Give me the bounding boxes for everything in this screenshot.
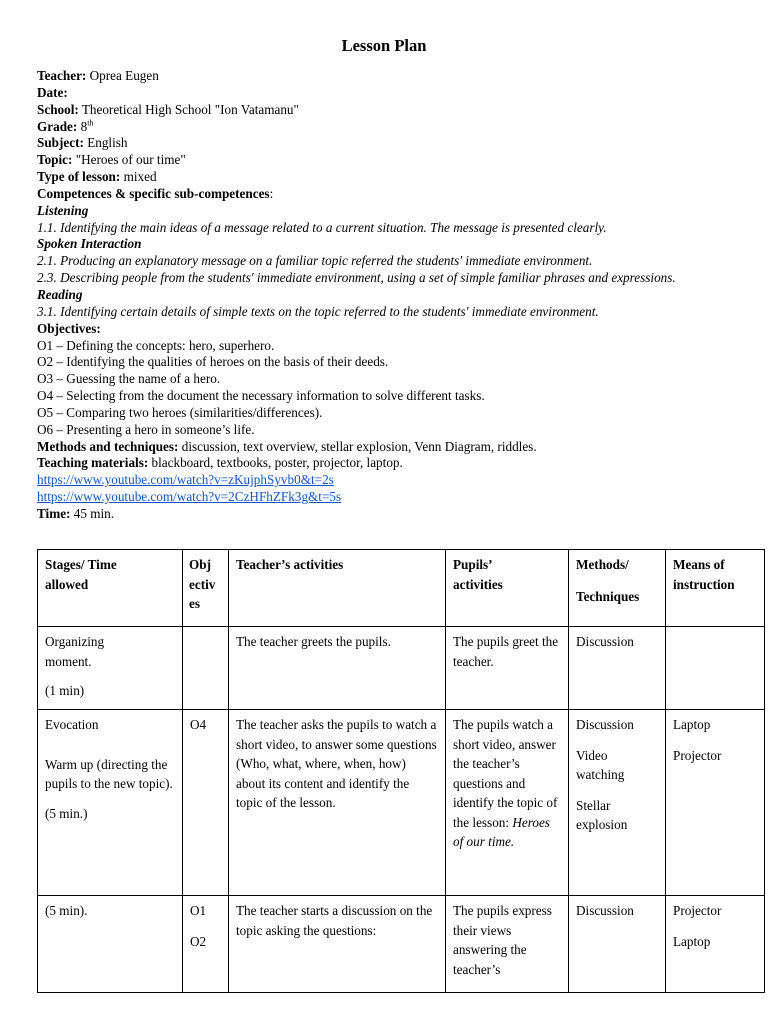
lesson-type-line (37, 169, 737, 186)
lesson-header (37, 68, 737, 523)
stage-title: Evocation (45, 717, 99, 732)
header-means-of-instruction (666, 550, 765, 627)
stage-cell (38, 710, 183, 896)
spoken-interaction-heading: Spoken Interaction (37, 236, 142, 252)
pupils-activity-text: The pupils watch a short video, answer the teacher’s questions and identify the topic of the lesson: (453, 717, 558, 830)
video-link-1[interactable]: https://www.youtube.com/watch?v=zKujphSyvb0&t=2s (37, 472, 334, 488)
objective-item: O4 – Selecting from the document the necessary information to solve different tasks. (37, 388, 485, 404)
listening-heading: Listening (37, 202, 89, 218)
teacher-label: Teacher: (37, 68, 87, 83)
objective-item: O6 – Presenting a hero in someone’s life. (37, 421, 255, 437)
teacher-line (37, 68, 737, 85)
date-label: Date: (37, 84, 68, 100)
means-item: Laptop (673, 717, 711, 732)
subject-value: English (87, 135, 128, 151)
means-cell (666, 710, 765, 896)
header-teacher-activities: Teacher’s activities (229, 550, 446, 627)
materials-label: Teaching materials: (37, 455, 149, 471)
teacher-activity-cell: The teacher asks the pupils to watch a short video, to answer some questions (Who, what, where, when, how) about its content and identify the topic of the lesson. (229, 710, 446, 896)
header-pupils-activities (446, 550, 569, 627)
topic-value: "Heroes of our time" (75, 152, 186, 168)
header-means-line-1: Means of (673, 557, 725, 572)
school-label: School: (37, 101, 79, 117)
video-link-2-line (37, 489, 737, 506)
subject-line (37, 135, 737, 152)
means-cell (666, 627, 765, 710)
table-header-row (38, 550, 765, 627)
stage-title: Organizing (45, 634, 105, 649)
lesson-type-value: mixed (123, 169, 157, 185)
pupils-activity-cell: The pupils greet the teacher. (446, 627, 569, 710)
means-item: Projector (673, 903, 722, 918)
teacher-activity-cell: The teacher greets the pupils. (229, 627, 446, 710)
pupils-activity-topic: Heroes of our time. (453, 814, 550, 849)
materials-value: blackboard, textbooks, poster, projector, laptop. (151, 455, 403, 471)
time-line (37, 506, 737, 523)
header-methods-line-2: Techniques (576, 588, 640, 604)
table-row (38, 896, 765, 993)
methods-value: discussion, text overview, stellar explosion, Venn Diagram, riddles. (181, 438, 537, 454)
school-line (37, 102, 737, 119)
objectives-cell (183, 627, 229, 710)
header-stages-time-line-1: Stages/ Time (45, 557, 117, 572)
stage-subtitle: moment. (45, 653, 92, 669)
means-cell (666, 896, 765, 993)
means-item: Projector (673, 747, 722, 763)
school-value: Theoretical High School "Ion Vatamanu" (81, 101, 299, 117)
header-pupils-line-1: Pupils’ (453, 557, 493, 572)
topic-line (37, 152, 737, 169)
methods-cell: Discussion (569, 627, 666, 710)
objective-item: O3 – Guessing the name of a hero. (37, 371, 221, 387)
stage-time: (1 min) (45, 683, 85, 698)
stage-subtitle: Warm up (directing the pupils to the new topic). (45, 756, 173, 791)
reading-heading: Reading (37, 286, 83, 302)
header-objectives-line-3: es (189, 596, 200, 611)
objectives-cell (183, 896, 229, 993)
listening-competence: 1.1. Identifying the main ideas of a message related to a current situation. The message is presented clearly. (37, 219, 607, 235)
teacher-value: Oprea Eugen (89, 68, 159, 83)
stage-time: (5 min.) (45, 805, 88, 821)
methods-cell (569, 710, 666, 896)
pupils-activity-cell: The pupils express their views answering the teacher’s (446, 896, 569, 993)
objective-code: O1 (190, 903, 207, 918)
header-methods-techniques (569, 550, 666, 627)
header-objectives-line-2: ectiv (189, 576, 216, 592)
date-line (37, 85, 737, 102)
grade-line (37, 119, 737, 136)
competences-line (37, 186, 737, 203)
objective-item: O2 – Identifying the qualities of heroes on the basis of their deeds. (37, 354, 389, 370)
header-means-line-2: instruction (673, 576, 735, 592)
method-item: Discussion (576, 717, 634, 732)
grade-suffix: th (87, 118, 94, 128)
table-row (38, 710, 765, 896)
objectives-cell: O4 (183, 710, 229, 896)
methods-line (37, 439, 737, 456)
spoken-competence-2: 2.3. Describing people from the students' immediate environment, using a set of simple familiar phrases and expressions. (37, 270, 676, 286)
competences-colon: : (269, 185, 274, 201)
teacher-activity-cell: The teacher starts a discussion on the topic asking the questions: (229, 896, 446, 993)
time-value: 45 min. (73, 505, 115, 521)
stage-cell (38, 627, 183, 710)
lesson-type-label: Type of lesson: (37, 169, 121, 185)
time-label: Time: (37, 505, 71, 521)
objective-item: O1 – Defining the concepts: hero, superhero. (37, 337, 275, 353)
method-item: Stellar explosion (576, 797, 628, 832)
header-methods-line-1: Methods/ (576, 557, 629, 572)
header-pupils-line-2: activities (453, 576, 503, 592)
objective-code: O2 (190, 933, 207, 949)
topic-label: Topic: (37, 152, 73, 168)
methods-cell: Discussion (569, 896, 666, 993)
reading-competence: 3.1. Identifying certain details of simple texts on the topic referred to the students' immediate environment. (37, 303, 599, 319)
pupils-activity-cell (446, 710, 569, 896)
methods-label: Methods and techniques: (37, 438, 179, 454)
competences-label: Competences & specific sub-competences (37, 185, 270, 201)
video-link-1-line (37, 472, 737, 489)
means-item: Laptop (673, 933, 711, 949)
lesson-stages-table (37, 549, 765, 993)
grade-value: 8 (80, 118, 88, 134)
header-objectives (183, 550, 229, 627)
objective-item: O5 – Comparing two heroes (similarities/differences). (37, 404, 323, 420)
header-stages-time-line-2: allowed (45, 576, 89, 592)
table-row (38, 627, 765, 710)
objectives-heading: Objectives: (37, 320, 101, 336)
page-title: Lesson Plan (341, 36, 427, 55)
grade-label: Grade: (37, 118, 78, 134)
method-item: Video watching (576, 747, 625, 782)
subject-label: Subject: (37, 135, 84, 151)
header-stages-time (38, 550, 183, 627)
stage-cell: (5 min). (38, 896, 183, 993)
header-objectives-line-1: Obj (189, 557, 211, 572)
video-link-2[interactable]: https://www.youtube.com/watch?v=2CzHFhZFk3g&t=5s (37, 489, 342, 505)
spoken-competence-1: 2.1. Producing an explanatory message on a familiar topic referred the students' immediate environment. (37, 253, 593, 269)
materials-line (37, 455, 737, 472)
